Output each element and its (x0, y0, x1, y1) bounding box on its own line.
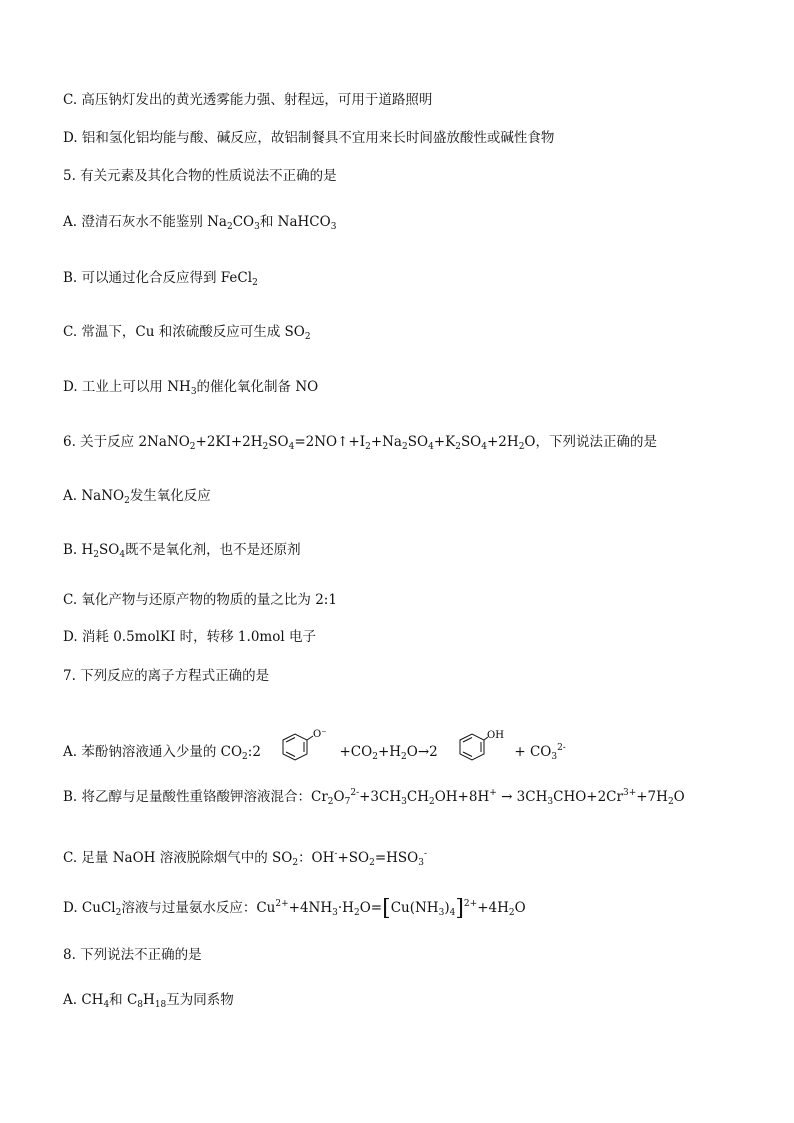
q7-option-a: A. 苯酚钠溶液通入少量的 $CO_2:2$ O⁻ $+CO_2+H_2O\to 2$ OH + $CO_3^{2-}$ (63, 730, 566, 766)
phenoxide-label: O⁻ (313, 729, 327, 740)
q6-option-b: B. $H_2SO_4$既不是氧化剂，也不是还原剂 (63, 542, 301, 560)
q5-option-c: C. 常温下，Cu 和浓硫酸反应可生成 $SO_2$ (63, 324, 311, 342)
phenol-structure (448, 730, 504, 766)
phenol-label: OH (487, 730, 504, 741)
phenoxide-structure (271, 729, 327, 766)
q8-option-a: A. $CH_4$和 $C_8H_{18}$互为同系物 (63, 992, 234, 1010)
q6-option-d: D. 消耗 0.5molKI 时，转移 1.0mol 电子 (63, 629, 316, 645)
q7-option-d: D. CuCl$_2$溶液与过量氨水反应：$Cu^{2+}+4NH_3\cdot H_2O=[Cu(NH_3)_4]^{2+}+4H_2O$ (63, 896, 526, 921)
q5-stem: 5. 有关元素及其化合物的性质说法不正确的是 (63, 168, 337, 184)
q5-option-d: D. 工业上可以用 $NH_3$的催化氧化制备 NO (63, 379, 319, 397)
q4-option-d: D. 铝和氢化铝均能与酸、碱反应，故铝制餐具不宜用来长时间盛放酸性或碱性食物 (63, 130, 555, 146)
q5-option-a: A. 澄清石灰水不能鉴别 $Na_2CO_3$和 NaHCO$_3$ (63, 214, 337, 232)
q7-stem: 7. 下列反应的离子方程式正确的是 (63, 668, 270, 684)
q6-option-a: A. NaNO$_2$发生氧化反应 (63, 488, 211, 506)
q5-option-b: B. 可以通过化合反应得到 FeCl$_2$ (63, 270, 258, 288)
q6-stem: 6. 关于反应 $2NaNO_2+2KI+2H_2SO_4=2NO↑+I_2+Na_2SO_4+K_2SO_4+2H_2O$，下列说法正确的是 (63, 434, 657, 452)
q8-stem: 8. 下列说法不正确的是 (63, 947, 202, 963)
q7-option-c: C. 足量 NaOH 溶液脱除烟气中的 $SO_2$：$OH^-+SO_2=HSO_3^-$ (63, 849, 428, 868)
q4-option-c: C. 高压钠灯发出的黄光透雾能力强、射程远，可用于道路照明 (63, 92, 433, 108)
q7-option-b: B. 将乙醇与足量酸性重铬酸钾溶液混合：$Cr_2O_7^{2-}+3CH_3CH_2OH+8H^+ \to 3CH_3CHO+2Cr^{3+}+7H_2O$ (63, 788, 685, 807)
q6-option-c: C. 氧化产物与还原产物的物质的量之比为 2:1 (63, 592, 337, 608)
